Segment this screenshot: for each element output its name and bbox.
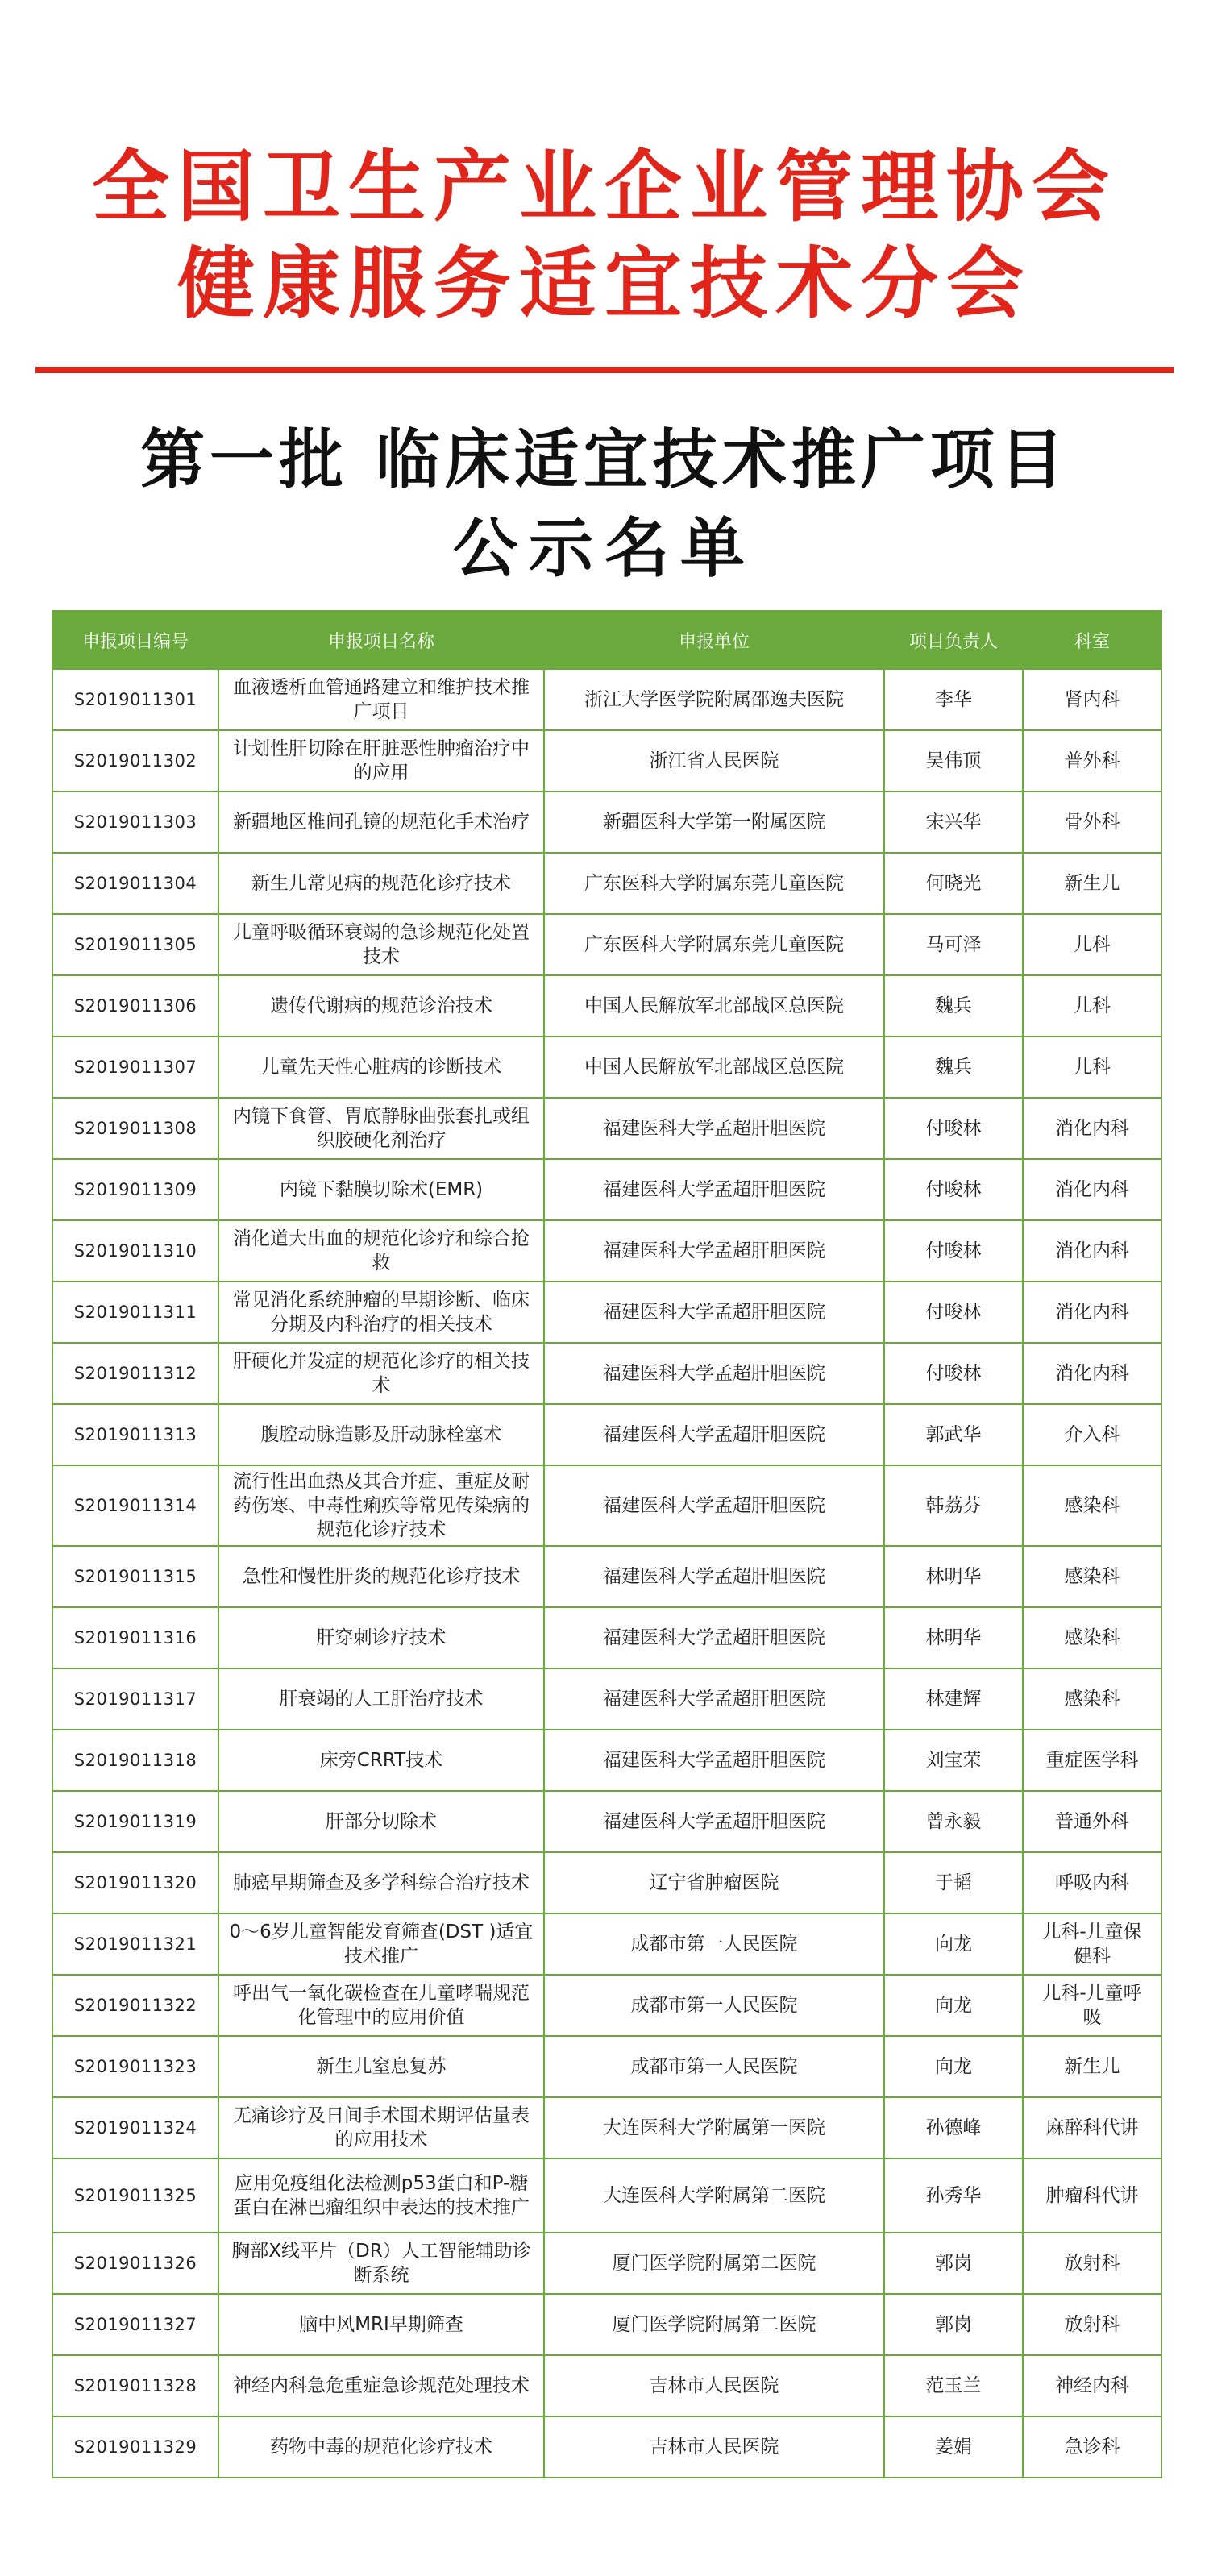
cell-unit: 福建医科大学孟超肝胆医院 [544,1282,884,1343]
cell-leader: 孙秀华 [884,2158,1023,2233]
table-row [52,2036,1161,2097]
table-row [52,2097,1161,2158]
org-name-line2: 健康服务适宜技术分会 [177,238,1032,329]
cell-code: S2019011322 [52,1975,218,2036]
cell-dept: 介入科 [1023,1404,1161,1465]
cell-code: S2019011303 [52,791,218,853]
cell-dept: 消化内科 [1023,1159,1161,1220]
cell-unit: 福建医科大学孟超肝胆医院 [544,1791,884,1852]
cell-name: 肝硬化并发症的规范化诊疗的相关技术 [218,1343,544,1404]
table-row [52,1668,1161,1730]
cell-unit: 福建医科大学孟超肝胆医院 [544,1343,884,1404]
cell-dept: 肾内科 [1023,669,1161,730]
cell-name: 腹腔动脉造影及肝动脉栓塞术 [218,1404,544,1465]
cell-dept: 麻醉科代讲 [1023,2097,1161,2158]
cell-code: S2019011321 [52,1913,218,1975]
cell-dept: 儿科-儿童呼吸 [1023,1975,1161,2036]
cell-leader: 孙德峰 [884,2097,1023,2158]
cell-unit: 福建医科大学孟超肝胆医院 [544,1159,884,1220]
cell-code: S2019011308 [52,1098,218,1159]
cell-leader: 付唆林 [884,1282,1023,1343]
cell-dept: 神经内科 [1023,2355,1161,2416]
cell-dept: 儿科 [1023,1037,1161,1098]
cell-code: S2019011328 [52,2355,218,2416]
cell-name: 呼出气一氧化碳检查在儿童哮喘规范化管理中的应用价值 [218,1975,544,2036]
table-row [52,1220,1161,1282]
cell-unit: 福建医科大学孟超肝胆医院 [544,1546,884,1607]
table-row [52,1546,1161,1607]
cell-unit: 福建医科大学孟超肝胆医院 [544,1607,884,1668]
cell-dept: 放射科 [1023,2294,1161,2355]
cell-name: 儿童呼吸循环衰竭的急诊规范化处置技术 [218,914,544,975]
cell-code: S2019011318 [52,1730,218,1791]
cell-leader: 魏兵 [884,1037,1023,1098]
table-row [52,1913,1161,1975]
cell-leader: 向龙 [884,1913,1023,1975]
cell-code: S2019011309 [52,1159,218,1220]
cell-name: 新生儿常见病的规范化诊疗技术 [218,853,544,914]
document-title: 第一批 临床适宜技术推广项目 [140,422,1069,497]
cell-unit: 中国人民解放军北部战区总医院 [544,1037,884,1098]
cell-leader: 付唆林 [884,1159,1023,1220]
cell-unit: 福建医科大学孟超肝胆医院 [544,1465,884,1546]
cell-unit: 大连医科大学附属第二医院 [544,2158,884,2233]
table-row [52,2294,1161,2355]
table-row [52,1282,1161,1343]
cell-leader: 林建辉 [884,1668,1023,1730]
cell-name: 内镜下食管、胃底静脉曲张套扎或组织胶硬化剂治疗 [218,1098,544,1159]
column-header-dept: 科室 [1023,611,1161,669]
cell-leader: 付唆林 [884,1098,1023,1159]
cell-leader: 于韬 [884,1852,1023,1913]
cell-unit: 吉林市人民医院 [544,2416,884,2478]
cell-dept: 消化内科 [1023,1343,1161,1404]
cell-name: 脑中风MRI早期筛查 [218,2294,544,2355]
cell-name: 计划性肝切除在肝脏恶性肿瘤治疗中的应用 [218,730,544,791]
table-row [52,1404,1161,1465]
cell-code: S2019011316 [52,1607,218,1668]
cell-name: 无痛诊疗及日间手术围术期评估量表的应用技术 [218,2097,544,2158]
cell-unit: 浙江省人民医院 [544,730,884,791]
cell-unit: 广东医科大学附属东莞儿童医院 [544,914,884,975]
cell-leader: 曾永毅 [884,1791,1023,1852]
cell-dept: 感染科 [1023,1546,1161,1607]
cell-leader: 向龙 [884,2036,1023,2097]
cell-name: 肝穿刺诊疗技术 [218,1607,544,1668]
cell-name: 肝衰竭的人工肝治疗技术 [218,1668,544,1730]
cell-dept: 儿科-儿童保健科 [1023,1913,1161,1975]
table-row [52,914,1161,975]
cell-dept: 感染科 [1023,1607,1161,1668]
column-header-unit: 申报单位 [544,611,884,669]
cell-leader: 姜娟 [884,2416,1023,2478]
cell-dept: 消化内科 [1023,1220,1161,1282]
cell-code: S2019011302 [52,730,218,791]
table-row [52,669,1161,730]
cell-dept: 普通外科 [1023,1791,1161,1852]
cell-code: S2019011314 [52,1465,218,1546]
table-row [52,730,1161,791]
cell-dept: 新生儿 [1023,2036,1161,2097]
table-header-row [52,611,1161,669]
cell-code: S2019011325 [52,2158,218,2233]
cell-code: S2019011310 [52,1220,218,1282]
table-row [52,2233,1161,2294]
cell-dept: 骨外科 [1023,791,1161,853]
cell-leader: 李华 [884,669,1023,730]
cell-dept: 感染科 [1023,1668,1161,1730]
table-row [52,1037,1161,1098]
column-header-name: 申报项目名称 [218,611,544,669]
cell-unit: 福建医科大学孟超肝胆医院 [544,1730,884,1791]
cell-unit: 厦门医学院附属第二医院 [544,2233,884,2294]
cell-unit: 成都市第一人民医院 [544,2036,884,2097]
table-row [52,1791,1161,1852]
cell-leader: 郭武华 [884,1404,1023,1465]
cell-unit: 大连医科大学附属第一医院 [544,2097,884,2158]
column-header-code: 申报项目编号 [52,611,218,669]
table-row [52,1465,1161,1546]
cell-code: S2019011320 [52,1852,218,1913]
cell-name: 床旁CRRT技术 [218,1730,544,1791]
cell-unit: 成都市第一人民医院 [544,1975,884,2036]
cell-code: S2019011319 [52,1791,218,1852]
table-row [52,1730,1161,1791]
cell-dept: 呼吸内科 [1023,1852,1161,1913]
cell-dept: 肿瘤科代讲 [1023,2158,1161,2233]
cell-leader: 吴伟顶 [884,730,1023,791]
cell-code: S2019011312 [52,1343,218,1404]
cell-code: S2019011304 [52,853,218,914]
cell-code: S2019011324 [52,2097,218,2158]
cell-unit: 广东医科大学附属东莞儿童医院 [544,853,884,914]
cell-unit: 浙江大学医学院附属邵逸夫医院 [544,669,884,730]
cell-dept: 新生儿 [1023,853,1161,914]
cell-name: 遗传代谢病的规范诊治技术 [218,975,544,1037]
cell-leader: 范玉兰 [884,2355,1023,2416]
cell-dept: 感染科 [1023,1465,1161,1546]
cell-code: S2019011301 [52,669,218,730]
cell-name: 流行性出血热及其合并症、重症及耐药伤寒、中毒性痢疾等常见传染病的规范化诊疗技术 [218,1465,544,1546]
cell-leader: 魏兵 [884,975,1023,1037]
cell-leader: 宋兴华 [884,791,1023,853]
cell-code: S2019011329 [52,2416,218,2478]
table-row [52,975,1161,1037]
cell-dept: 放射科 [1023,2233,1161,2294]
cell-name: 神经内科急危重症急诊规范处理技术 [218,2355,544,2416]
table-row [52,1607,1161,1668]
table-row [52,2355,1161,2416]
org-name-line1: 全国卫生产业企业管理协会 [92,141,1117,232]
cell-code: S2019011313 [52,1404,218,1465]
cell-dept: 急诊科 [1023,2416,1161,2478]
cell-name: 常见消化系统肿瘤的早期诊断、临床分期及内科治疗的相关技术 [218,1282,544,1343]
table-row [52,1343,1161,1404]
cell-dept: 重症医学科 [1023,1730,1161,1791]
column-header-leader: 项目负责人 [884,611,1023,669]
cell-code: S2019011311 [52,1282,218,1343]
header-divider [35,367,1174,373]
cell-name: 急性和慢性肝炎的规范化诊疗技术 [218,1546,544,1607]
cell-dept: 普外科 [1023,730,1161,791]
cell-code: S2019011307 [52,1037,218,1098]
table-row [52,1098,1161,1159]
cell-name: 0～6岁儿童智能发育筛查(DST )适宜技术推广 [218,1913,544,1975]
cell-leader: 何晓光 [884,853,1023,914]
table-row [52,1975,1161,2036]
cell-leader: 向龙 [884,1975,1023,2036]
cell-leader: 付唆林 [884,1343,1023,1404]
cell-unit: 厦门医学院附属第二医院 [544,2294,884,2355]
table-row [52,853,1161,914]
cell-code: S2019011327 [52,2294,218,2355]
cell-code: S2019011317 [52,1668,218,1730]
cell-code: S2019011315 [52,1546,218,1607]
project-table [52,610,1161,2478]
cell-name: 应用免疫组化法检测p53蛋白和P-糖蛋白在淋巴瘤组织中表达的技术推广 [218,2158,544,2233]
cell-unit: 中国人民解放军北部战区总医院 [544,975,884,1037]
table-body [52,669,1161,2478]
cell-unit: 吉林市人民医院 [544,2355,884,2416]
cell-name: 内镜下黏膜切除术(EMR) [218,1159,544,1220]
cell-name: 肺癌早期筛查及多学科综合治疗技术 [218,1852,544,1913]
cell-dept: 消化内科 [1023,1098,1161,1159]
cell-leader: 刘宝荣 [884,1730,1023,1791]
table-row [52,2158,1161,2233]
cell-name: 肝部分切除术 [218,1791,544,1852]
cell-unit: 辽宁省肿瘤医院 [544,1852,884,1913]
cell-unit: 新疆医科大学第一附属医院 [544,791,884,853]
cell-name: 血液透析血管通路建立和维护技术推广项目 [218,669,544,730]
table-row [52,1159,1161,1220]
cell-unit: 成都市第一人民医院 [544,1913,884,1975]
cell-name: 药物中毒的规范化诊疗技术 [218,2416,544,2478]
cell-leader: 林明华 [884,1607,1023,1668]
cell-leader: 林明华 [884,1546,1023,1607]
cell-code: S2019011306 [52,975,218,1037]
table-row [52,2416,1161,2478]
document-subtitle: 公示名单 [453,510,756,586]
cell-dept: 消化内科 [1023,1282,1161,1343]
cell-code: S2019011305 [52,914,218,975]
cell-leader: 韩荔芬 [884,1465,1023,1546]
cell-name: 儿童先天性心脏病的诊断技术 [218,1037,544,1098]
cell-dept: 儿科 [1023,975,1161,1037]
cell-unit: 福建医科大学孟超肝胆医院 [544,1098,884,1159]
cell-code: S2019011323 [52,2036,218,2097]
cell-leader: 马可泽 [884,914,1023,975]
cell-name: 新生儿窒息复苏 [218,2036,544,2097]
table-row [52,1852,1161,1913]
table-row [52,791,1161,853]
cell-leader: 付唆林 [884,1220,1023,1282]
cell-dept: 儿科 [1023,914,1161,975]
cell-code: S2019011326 [52,2233,218,2294]
cell-name: 胸部X线平片（DR）人工智能辅助诊断系统 [218,2233,544,2294]
cell-unit: 福建医科大学孟超肝胆医院 [544,1220,884,1282]
cell-name: 消化道大出血的规范化诊疗和综合抢救 [218,1220,544,1282]
cell-name: 新疆地区椎间孔镜的规范化手术治疗 [218,791,544,853]
cell-unit: 福建医科大学孟超肝胆医院 [544,1404,884,1465]
cell-leader: 郭岗 [884,2233,1023,2294]
cell-unit: 福建医科大学孟超肝胆医院 [544,1668,884,1730]
cell-leader: 郭岗 [884,2294,1023,2355]
